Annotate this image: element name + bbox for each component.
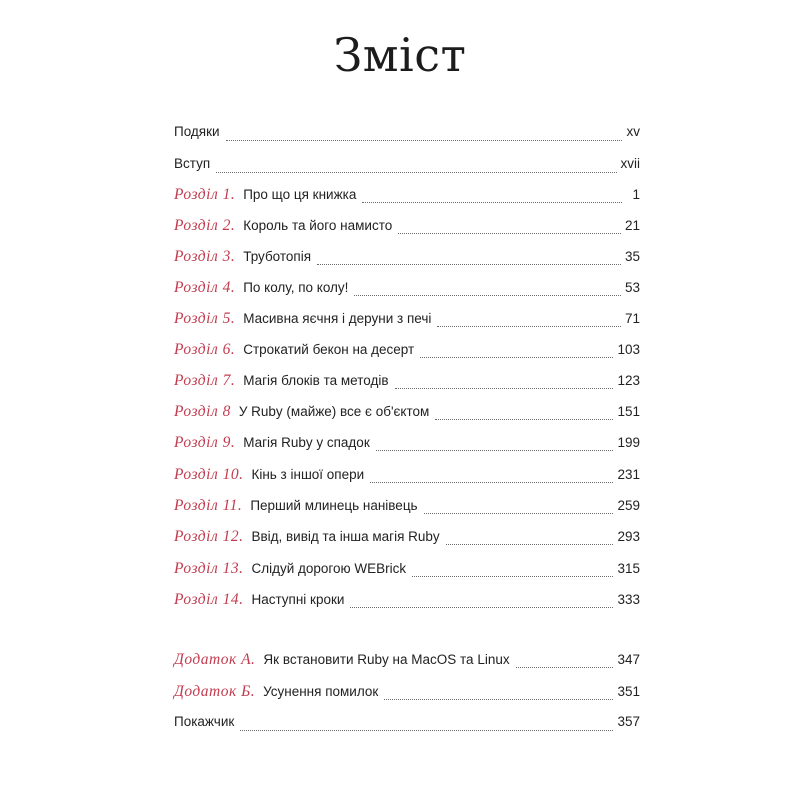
toc-entry[interactable] xyxy=(174,714,640,738)
dot-leader xyxy=(240,729,613,731)
toc-entry-title: Строкатий бекон на десерт xyxy=(243,342,415,357)
toc-entry-title: Наступні кроки xyxy=(251,592,345,607)
toc-entry-label: Розділ 8 xyxy=(174,403,231,420)
dot-leader xyxy=(350,606,613,608)
toc-entry[interactable] xyxy=(174,528,640,552)
toc-entry-page-number: 151 xyxy=(617,404,640,419)
toc-entry-title: У Ruby (майже) все є об'єктом xyxy=(238,404,430,419)
toc-entry-title: Ввід, вивід та інша магія Ruby xyxy=(251,529,440,544)
toc-entry-label: Розділ 2. xyxy=(174,217,236,234)
dot-leader xyxy=(354,294,621,296)
toc-entry[interactable] xyxy=(174,186,640,210)
dot-leader xyxy=(376,449,614,451)
toc-entry-page-number: 259 xyxy=(617,498,640,513)
toc-entry-label: Розділ 4. xyxy=(174,279,236,296)
toc-entry-page-number: 21 xyxy=(624,218,640,233)
toc-entry-page-number: 351 xyxy=(617,684,640,699)
toc-entry[interactable] xyxy=(174,248,640,272)
toc-entry-page-number: 357 xyxy=(617,714,640,729)
toc-entry[interactable] xyxy=(174,372,640,396)
toc-entry-title: Перший млинець нанівець xyxy=(250,498,418,513)
toc-entry-page-number: 231 xyxy=(617,467,640,482)
dot-leader xyxy=(398,232,621,234)
dot-leader xyxy=(384,698,613,700)
toc-entry-label: Розділ 13. xyxy=(174,560,244,577)
toc-entry[interactable] xyxy=(174,217,640,241)
toc-entry-label: Додаток Б. xyxy=(174,683,256,700)
toc-entry-page-number: xvii xyxy=(620,156,640,171)
dot-leader xyxy=(395,387,614,389)
toc-entry-page-number: xv xyxy=(626,124,640,139)
toc-entry-label: Розділ 10. xyxy=(174,466,244,483)
toc-entry-title: Магія Ruby у спадок xyxy=(243,435,370,450)
toc-entry-label: Розділ 14. xyxy=(174,591,244,608)
toc-entry[interactable] xyxy=(174,466,640,490)
toc-entry-page-number: 123 xyxy=(617,373,640,388)
toc-entry[interactable] xyxy=(174,279,640,303)
dot-leader xyxy=(435,418,613,420)
dot-leader xyxy=(370,481,613,483)
toc-entry-page-number: 35 xyxy=(624,249,640,264)
toc-entry-page-number: 333 xyxy=(617,592,640,607)
dot-leader xyxy=(362,201,622,203)
toc-entry-label: Розділ 11. xyxy=(174,497,243,514)
toc-entry-title: Покажчик xyxy=(174,714,235,729)
toc-entry-title: Усунення помилок xyxy=(263,684,379,699)
dot-leader xyxy=(424,512,614,514)
toc-entry-label: Додаток А. xyxy=(174,651,256,668)
toc-entry-label: Розділ 6. xyxy=(174,341,236,358)
toc-entry[interactable] xyxy=(174,560,640,584)
toc-entry[interactable] xyxy=(174,434,640,458)
toc-entry-title: Вступ xyxy=(174,156,211,171)
dot-leader xyxy=(420,356,613,358)
toc-entry-label: Розділ 7. xyxy=(174,372,236,389)
toc-entry[interactable] xyxy=(174,683,640,707)
toc-entry-page-number: 315 xyxy=(617,561,640,576)
toc-entry-title: Король та його намисто xyxy=(243,218,393,233)
toc-entry-page-number: 103 xyxy=(617,342,640,357)
dot-leader xyxy=(317,263,621,265)
dot-leader xyxy=(437,325,621,327)
toc-entry-page-number: 347 xyxy=(617,652,640,667)
toc-entry-label: Розділ 9. xyxy=(174,434,236,451)
dot-leader xyxy=(412,575,613,577)
toc-entry-page-number: 199 xyxy=(617,435,640,450)
toc-entry-title: Кінь з іншої опери xyxy=(251,467,365,482)
toc-entry[interactable] xyxy=(174,497,640,521)
toc-entry-label: Розділ 3. xyxy=(174,248,236,265)
toc-entry-page-number: 293 xyxy=(617,529,640,544)
toc-entry[interactable] xyxy=(174,124,640,148)
dot-leader xyxy=(446,543,614,545)
toc-entry-title: Масивна яєчня і деруни з печі xyxy=(243,311,432,326)
toc-entry[interactable] xyxy=(174,310,640,334)
toc-entry-title: По колу, по колу! xyxy=(243,280,349,295)
toc-entry[interactable] xyxy=(174,403,640,427)
toc-entry-page-number: 53 xyxy=(624,280,640,295)
dot-leader xyxy=(516,666,614,668)
dot-leader xyxy=(226,139,622,141)
toc-entry-title: Труботопія xyxy=(243,249,312,264)
toc-entry-label: Розділ 1. xyxy=(174,186,236,203)
toc-entry[interactable] xyxy=(174,156,640,180)
toc-entry[interactable] xyxy=(174,651,640,675)
toc-entry[interactable] xyxy=(174,341,640,365)
toc-entry-label: Розділ 12. xyxy=(174,528,244,545)
toc-entry-title: Слідуй дорогою WEBrick xyxy=(251,561,407,576)
toc-entry[interactable] xyxy=(174,591,640,615)
toc-entry-title: Про що ця книжка xyxy=(243,187,357,202)
toc-entry-label: Розділ 5. xyxy=(174,310,236,327)
toc-entry-title: Як встановити Ruby на MacOS та Linux xyxy=(263,652,510,667)
toc-entry-title: Магія блоків та методів xyxy=(243,373,389,388)
toc-entry-page-number: 1 xyxy=(632,187,640,202)
dot-leader xyxy=(216,171,616,173)
toc-entry-title: Подяки xyxy=(174,124,220,139)
page-title: Зміст xyxy=(333,28,467,82)
toc-entry-page-number: 71 xyxy=(624,311,640,326)
